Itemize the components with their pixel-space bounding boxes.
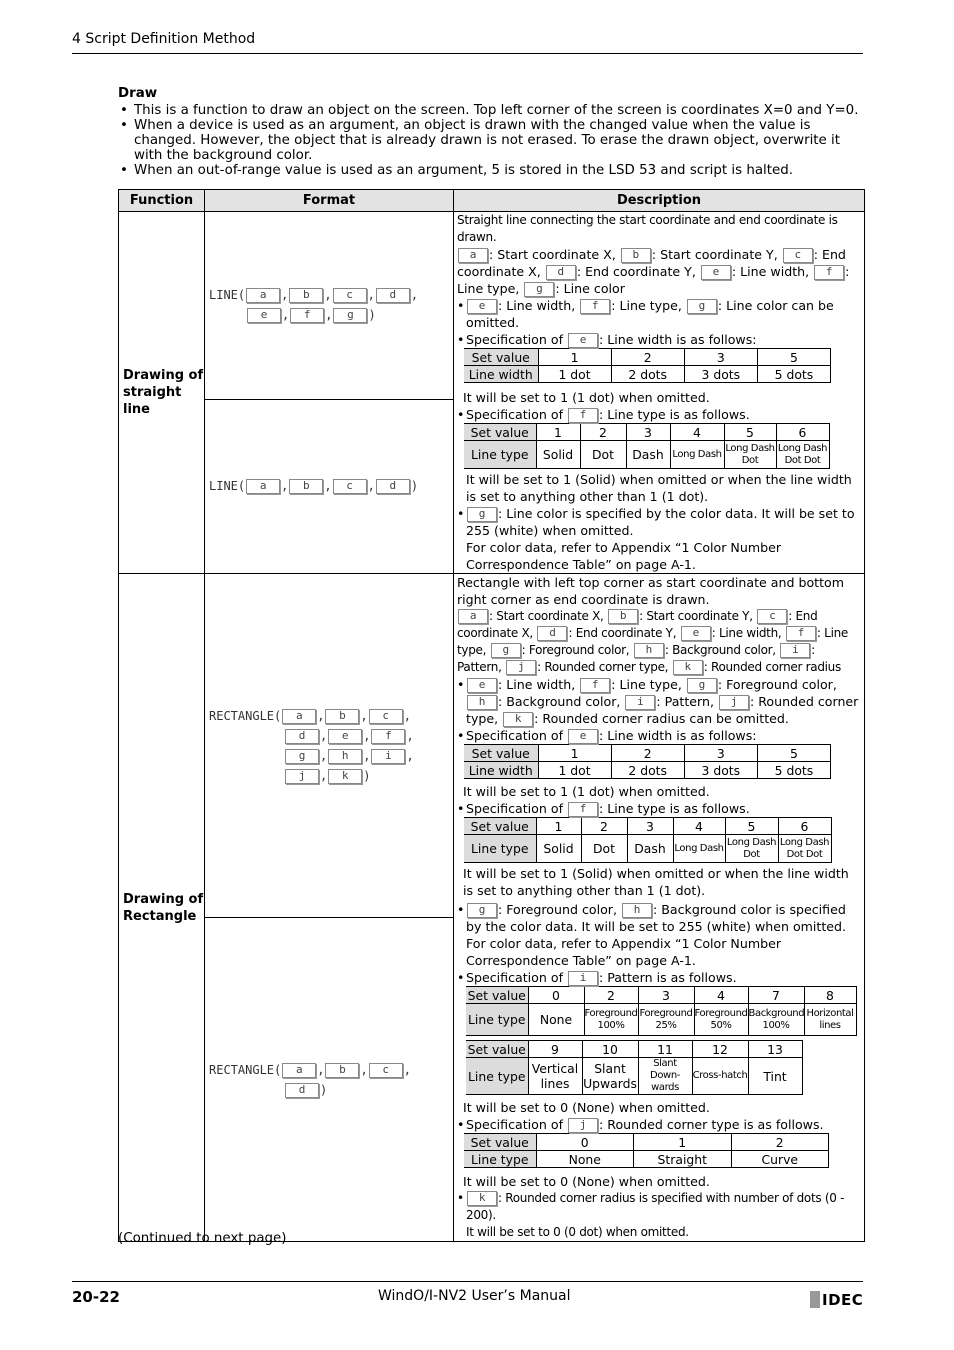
rect-lt-default: It will be set to 1 (Solid) when omitted or when the line width is set to anything other than 1 (1 dot). <box>463 866 849 898</box>
cell: 5 <box>757 349 830 366</box>
text: Specification of <box>466 970 563 985</box>
arg-j: j <box>568 1118 598 1133</box>
cell: Dot <box>581 835 627 863</box>
arg-d: d <box>546 265 576 280</box>
header-format: Format <box>205 190 454 212</box>
arg-h: h <box>634 643 664 658</box>
comma: , <box>282 308 290 323</box>
cell: 2 <box>731 1134 829 1151</box>
cell: Curve <box>731 1151 829 1168</box>
text: : <box>845 264 850 279</box>
comma: , <box>317 1062 325 1077</box>
cell: Long Dash Dot <box>724 441 776 469</box>
cell: 9 <box>528 1041 582 1058</box>
arg-i: i <box>568 971 598 986</box>
text: : Background color, <box>498 694 621 709</box>
rect-omit-bullet <box>457 676 861 727</box>
text: : Start coordinate X, <box>489 247 616 262</box>
cell: 10 <box>582 1041 638 1058</box>
cell: Set value <box>464 1134 536 1151</box>
cell: 1 <box>536 818 581 835</box>
text: omitted. <box>466 315 520 330</box>
cell: 2 <box>581 818 627 835</box>
arg-k: k <box>673 660 703 675</box>
table-header-row <box>119 190 865 212</box>
cell: 11 <box>638 1041 692 1058</box>
text: : Pattern, <box>656 694 714 709</box>
text: : Line width, <box>498 677 576 692</box>
arg-g: g <box>333 308 367 323</box>
comma: , <box>363 728 371 743</box>
cell: 3 <box>684 349 757 366</box>
cell: 5 dots <box>757 762 830 779</box>
line-lt-default: It will be set to 1 (Solid) when omitted or when the line width is set to anything other than 1 (1 dot). <box>466 472 852 504</box>
arg-f: f <box>814 265 844 280</box>
close-paren: ) <box>410 479 419 494</box>
text: corner type, <box>466 694 859 726</box>
comma: , <box>406 728 414 743</box>
manual-title: WindO/I-NV2 User’s Manual <box>378 1288 571 1304</box>
line-type-table <box>464 423 830 469</box>
rect-rcr-default: It will be set to 0 (0 dot) when omitted. <box>466 1225 689 1239</box>
cell: 3 <box>684 745 757 762</box>
arg-b: b <box>289 479 323 494</box>
text: Specification of <box>466 801 563 816</box>
arg-i: i <box>780 643 810 658</box>
arg-c: c <box>333 479 367 494</box>
cell: Set value <box>466 987 528 1004</box>
comma: , <box>281 288 289 303</box>
header-rule <box>72 53 863 54</box>
arg-a: a <box>246 479 280 494</box>
arg-e: e <box>247 308 281 323</box>
text: coordinate X, <box>457 264 541 279</box>
arg-f: f <box>786 626 816 641</box>
text: : Line type, <box>611 677 682 692</box>
header-description: Description <box>454 190 865 212</box>
arg-e: e <box>681 626 711 641</box>
comma: , <box>360 1062 368 1077</box>
text: : Line type is as follows. <box>599 801 750 816</box>
cell: 12 <box>692 1041 748 1058</box>
cell: Foreground 100% <box>584 1004 638 1036</box>
text: : Start coordinate Y, <box>651 247 778 262</box>
arg-d: d <box>537 626 567 641</box>
intro-bullets <box>118 103 863 178</box>
arg-a: a <box>246 288 280 303</box>
cell: Long Dash <box>670 441 724 469</box>
function-table <box>118 189 865 1242</box>
table-row <box>119 574 865 918</box>
cell: 2 <box>611 349 684 366</box>
format-name: RECTANGLE( <box>209 1062 282 1077</box>
arg-b: b <box>289 288 323 303</box>
format-rect-short <box>205 918 454 1242</box>
text: : Start coordinate Y, <box>639 609 753 623</box>
rect-color-ref: For color data, refer to Appendix “1 Color Number Correspondence Table” on page A-1. <box>466 936 782 968</box>
comma: , <box>360 708 368 723</box>
text: : Line width, <box>498 298 576 313</box>
function-rectangle: Drawing of Rectangle <box>119 574 205 1242</box>
arg-d: d <box>376 479 410 494</box>
arg-c: c <box>369 709 403 724</box>
cell: 5 <box>725 818 778 835</box>
cell: 5 <box>757 745 830 762</box>
comma: , <box>317 708 325 723</box>
text: coordinate X, <box>457 626 533 640</box>
arg-c: c <box>369 1063 403 1078</box>
text: : Rounded <box>750 694 814 709</box>
rect-lt-spec <box>457 800 861 817</box>
cell: 13 <box>748 1041 802 1058</box>
cell: Vertical lines <box>528 1058 582 1095</box>
text: : <box>811 643 816 657</box>
cell: Set value <box>464 424 536 441</box>
arg-g: g <box>687 299 717 314</box>
text: : Rounded corner type, <box>537 660 669 674</box>
table-row <box>119 212 865 400</box>
cell: 1 dot <box>538 366 611 383</box>
cell: 3 dots <box>684 366 757 383</box>
arg-f: f <box>568 802 598 817</box>
text: : Line type, <box>611 298 682 313</box>
description-rectangle <box>454 574 865 1242</box>
cell: 2 dots <box>611 762 684 779</box>
text: : Line color <box>555 281 625 296</box>
logo-mark-icon <box>810 1291 820 1308</box>
arg-k: k <box>503 712 533 727</box>
text: Specification of <box>466 1117 563 1132</box>
running-header: 4 Script Definition Method <box>72 31 256 47</box>
logo-text: IDEC <box>822 1290 864 1309</box>
text: Pattern, <box>457 660 502 674</box>
cell: 2 <box>611 745 684 762</box>
comma: , <box>281 479 289 494</box>
cell: 3 <box>627 818 673 835</box>
cell: 0 <box>528 987 584 1004</box>
text: : Foreground color, <box>717 677 837 692</box>
idec-logo <box>810 1291 863 1308</box>
cell: Line type <box>466 1004 528 1036</box>
arg-e: e <box>467 678 497 693</box>
intro-bullet: • When an out-of-range value is used as an argument, 5 is stored in the LSD 53 and script is halted. <box>118 163 863 178</box>
arg-j: j <box>285 769 319 784</box>
cell: Long Dash Dot Dot <box>778 835 831 863</box>
format-line-full <box>205 212 454 400</box>
arg-a: a <box>458 609 488 624</box>
cell: Long Dash Dot <box>725 835 778 863</box>
rect-lw-default: It will be set to 1 (1 dot) when omitted. <box>463 784 710 799</box>
cell: Dash <box>627 835 673 863</box>
cell: Straight <box>634 1151 732 1168</box>
arg-f: f <box>568 408 598 423</box>
comma: , <box>406 748 414 763</box>
text: : Line color can be <box>717 298 834 313</box>
cell: Set value <box>464 818 536 835</box>
text: : Rounded corner radius is specified with number of dots (0 - 200). <box>466 1191 845 1222</box>
arg-e: e <box>328 729 362 744</box>
arg-g: g <box>524 282 554 297</box>
arg-c: c <box>783 248 813 263</box>
cell: Cross-hatch <box>692 1058 748 1095</box>
text: : Line type is as follows. <box>599 407 750 422</box>
line-lw-spec <box>457 331 861 348</box>
arg-f: f <box>580 678 610 693</box>
arg-g: g <box>285 749 319 764</box>
text: : Start coordinate X, <box>489 609 604 623</box>
cell: 1 <box>536 424 580 441</box>
text: : End coordinate Y, <box>568 626 677 640</box>
text: Specification of <box>466 728 563 743</box>
comma: , <box>324 479 332 494</box>
cell: 3 dots <box>684 762 757 779</box>
arg-g: g <box>687 678 717 693</box>
arg-f: f <box>371 729 405 744</box>
line-lc-spec <box>457 505 861 539</box>
arg-a: a <box>458 248 488 263</box>
text: : Foreground color, <box>498 902 617 917</box>
arg-e: e <box>568 333 598 348</box>
cell: 4 <box>673 818 725 835</box>
arg-i: i <box>625 695 655 710</box>
cell: 1 <box>538 349 611 366</box>
arg-b: b <box>621 248 651 263</box>
comma: , <box>403 708 411 723</box>
cell: Solid <box>536 441 580 469</box>
rect-color-spec <box>457 901 861 935</box>
rect-intro: Rectangle with left top corner as start coordinate and bottom right corner as end coordinate is drawn. <box>457 575 845 607</box>
intro-bullet: • When a device is used as an argument, an object is drawn with the changed value when the value is changed. However, the object that is already drawn is not erased. To erase the drawn object, overwrite it with the background color. <box>118 118 863 163</box>
cell: Set value <box>464 349 538 366</box>
cell: Line type <box>464 835 536 863</box>
cell: Slant Down-wards <box>638 1058 692 1095</box>
text: : Line <box>816 626 848 640</box>
cell: 3 <box>626 424 670 441</box>
rect-args-text <box>457 608 861 676</box>
format-rect-full <box>205 574 454 918</box>
arg-b: b <box>325 709 359 724</box>
cell: Tint <box>748 1058 802 1095</box>
cell: 5 dots <box>757 366 830 383</box>
cell: 2 <box>580 424 626 441</box>
cell: 2 <box>584 987 638 1004</box>
line-width-table <box>464 348 831 383</box>
close-paren: ) <box>320 1082 328 1097</box>
cell: Line type <box>464 1151 536 1168</box>
arg-j: j <box>719 695 749 710</box>
cell: Set value <box>466 1041 528 1058</box>
comma: , <box>367 479 375 494</box>
text: : Rounded corner type is as follows. <box>599 1117 824 1132</box>
cell: Slant Upwards <box>582 1058 638 1095</box>
comma: , <box>324 288 332 303</box>
arg-f: f <box>580 299 610 314</box>
function-line: Drawing of straight line <box>119 212 205 574</box>
line-lw-default: It will be set to 1 (1 dot) when omitted. <box>463 390 710 405</box>
arg-b: b <box>325 1063 359 1078</box>
cell: 1 <box>538 745 611 762</box>
cell: Dot <box>580 441 626 469</box>
cell: Foreground 25% <box>638 1004 694 1036</box>
text: : End <box>813 247 846 262</box>
text: : Pattern is as follows. <box>599 970 737 985</box>
text: Line type, <box>457 281 520 296</box>
format-line-short <box>205 399 454 573</box>
cell: Line width <box>464 366 538 383</box>
arg-b: b <box>608 609 638 624</box>
cell: 7 <box>748 987 804 1004</box>
cell: Long Dash Dot Dot <box>776 441 829 469</box>
line-args-text <box>457 246 861 297</box>
rect-rcr-spec <box>457 1190 861 1224</box>
cell: Background 100% <box>748 1004 804 1036</box>
rect-rct-default: It will be set to 0 (None) when omitted. <box>463 1174 710 1189</box>
comma: , <box>363 748 371 763</box>
arg-h: h <box>622 903 652 918</box>
text: : Line width is as follows: <box>599 728 757 743</box>
arg-k: k <box>467 1191 497 1206</box>
cell: Dash <box>626 441 670 469</box>
arg-d: d <box>376 288 410 303</box>
cell: 2 dots <box>611 366 684 383</box>
arg-h: h <box>328 749 362 764</box>
arg-g: g <box>491 643 521 658</box>
pattern-table-2 <box>466 1040 803 1095</box>
format-name: LINE( <box>209 288 246 303</box>
line-intro: Straight line connecting the start coordinate and end coordinate is drawn. <box>457 213 838 244</box>
rect-line-width-table <box>464 744 831 779</box>
text: type, <box>457 643 487 657</box>
cell: 1 dot <box>538 762 611 779</box>
comma: , <box>320 768 328 783</box>
arg-c: c <box>757 609 787 624</box>
text: : Background color is specified by the color data. It will be set to 255 (white) when omitted. <box>466 902 847 934</box>
cell: Horizontal lines <box>804 1004 856 1036</box>
cell: 3 <box>638 987 694 1004</box>
comma: , <box>410 288 419 303</box>
cell: 1 <box>634 1134 732 1151</box>
text: : Line width, <box>731 264 810 279</box>
arg-e: e <box>568 729 598 744</box>
format-name: RECTANGLE( <box>209 708 282 723</box>
comma: , <box>325 308 333 323</box>
arg-d: d <box>285 1083 319 1098</box>
text: : End <box>788 609 818 623</box>
close-paren: ) <box>368 308 376 323</box>
text: : End coordinate Y, <box>576 264 696 279</box>
rect-lw-spec <box>457 727 861 744</box>
continued-note: (Continued to next page) <box>118 1231 287 1246</box>
cell: 6 <box>778 818 831 835</box>
arg-g: g <box>467 507 497 522</box>
close-paren: ) <box>363 768 371 783</box>
arg-i: i <box>371 749 405 764</box>
cell: 5 <box>724 424 776 441</box>
rect-pattern-spec <box>457 969 861 986</box>
pattern-table-1 <box>466 986 857 1036</box>
arg-h: h <box>467 695 497 710</box>
cell: Line type <box>466 1058 528 1095</box>
cell: 4 <box>694 987 748 1004</box>
cell: 4 <box>670 424 724 441</box>
text: Specification of <box>466 407 563 422</box>
format-name: LINE( <box>209 479 246 494</box>
section-title: Draw <box>118 86 158 101</box>
text: Specification of <box>466 332 563 347</box>
header-function: Function <box>119 190 205 212</box>
comma: , <box>320 728 328 743</box>
intro-bullet: • This is a function to draw an object on the screen. Top left corner of the screen is coordinates X=0 and Y=0. <box>118 103 863 118</box>
rect-pattern-default: It will be set to 0 (None) when omitted. <box>463 1100 710 1115</box>
page-number: 20-22 <box>72 1288 120 1306</box>
arg-c: c <box>333 288 367 303</box>
arg-g: g <box>467 903 497 918</box>
text: : Rounded corner radius <box>703 660 841 674</box>
comma: , <box>403 1062 411 1077</box>
arg-j: j <box>506 660 536 675</box>
cell: Solid <box>536 835 581 863</box>
text: : Rounded corner radius can be omitted. <box>534 711 789 726</box>
cell: Set value <box>464 745 538 762</box>
intro-section <box>118 86 863 178</box>
cell: 6 <box>776 424 829 441</box>
comma: , <box>320 748 328 763</box>
rounded-corner-table <box>464 1133 829 1168</box>
arg-a: a <box>282 1063 316 1078</box>
description-line <box>454 212 865 574</box>
line-omit-bullet <box>457 297 861 331</box>
cell: 0 <box>536 1134 634 1151</box>
text: : Background color, <box>664 643 776 657</box>
comma: , <box>367 288 375 303</box>
text: : Foreground color, <box>521 643 630 657</box>
arg-e: e <box>701 265 731 280</box>
arg-f: f <box>290 308 324 323</box>
text: : Line color is specified by the color data. It will be set to 255 (white) when omitted. <box>466 506 855 538</box>
cell: Line width <box>464 762 538 779</box>
arg-d: d <box>285 729 319 744</box>
cell: None <box>528 1004 584 1036</box>
rect-rct-spec <box>457 1116 861 1133</box>
cell: None <box>536 1151 634 1168</box>
cell: Foreground 50% <box>694 1004 748 1036</box>
text: : Line width is as follows: <box>599 332 757 347</box>
arg-k: k <box>328 769 362 784</box>
cell: Line type <box>464 441 536 469</box>
line-lt-spec <box>457 406 861 423</box>
cell: Long Dash <box>673 835 725 863</box>
text: : Line width, <box>711 626 782 640</box>
rect-line-type-table <box>464 817 832 863</box>
footer-rule <box>72 1281 863 1282</box>
arg-a: a <box>282 709 316 724</box>
line-lc-ref: For color data, refer to Appendix “1 Color Number Correspondence Table” on page A-1. <box>466 540 782 572</box>
cell: 8 <box>804 987 856 1004</box>
arg-e: e <box>467 299 497 314</box>
